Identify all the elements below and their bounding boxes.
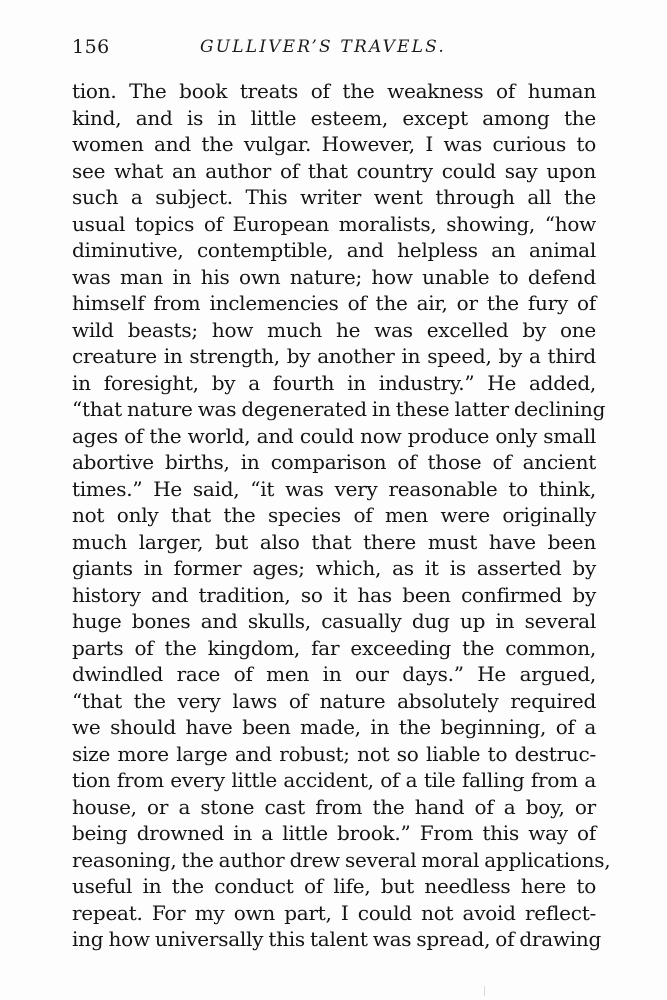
text-line: “that the very laws of nature absolutely required: [72, 688, 596, 713]
text-line: not only that the species of men were originally: [72, 503, 596, 527]
text-line: abortive births, in comparison of those of ancient: [72, 450, 596, 474]
text-line: in foresight, by a fourth in industry.” He added,: [72, 370, 596, 395]
text-line: size more large and robust; not so liable to destruc-: [72, 741, 596, 766]
text-line: such a subject. This writer went through all the: [72, 185, 596, 209]
text-line: huge bones and skulls, casually dug up in several: [72, 609, 596, 633]
text-line: was man in his own nature; how unable to defend: [72, 264, 596, 289]
running-title: GULLIVER’S TRAVELS.: [200, 37, 446, 57]
text-line: tion from every little accident, of a tile falling from a: [72, 768, 596, 792]
page-number: 156: [72, 36, 110, 58]
text-line: history and tradition, so it has been confirmed by: [72, 582, 596, 607]
text-line: ages of the world, and could now produce only small: [72, 423, 596, 448]
text-line: useful in the conduct of life, but needless here to: [72, 874, 596, 898]
text-line: giants in former ages; which, as it is asserted by: [72, 556, 596, 580]
page-header: [72, 36, 596, 62]
text-line: ing how universally this talent was spread, of drawing: [72, 927, 602, 951]
text-line: “that nature was degenerated in these latter declining: [72, 397, 606, 421]
text-line: creature in strength, by another in speed, by a third: [72, 344, 596, 368]
text-line: see what an author of that country could say upon: [72, 158, 596, 183]
text-line: times.” He said, “it was very reasonable to think,: [72, 476, 596, 501]
scan-mark: [484, 986, 485, 996]
text-line: wild beasts; how much he was excelled by one: [72, 317, 596, 342]
text-line: usual topics of European moralists, showing, “how: [72, 211, 596, 236]
text-line: being drowned in a little brook.” From this way of: [72, 821, 596, 845]
text-line: reasoning, the author drew several moral applications,: [72, 847, 611, 872]
body-text: [72, 78, 611, 953]
text-line: dwindled race of men in our days.” He argued,: [72, 662, 596, 686]
text-line: repeat. For my own part, I could not avoid reflect-: [72, 900, 596, 925]
text-line: kind, and is in little esteem, except among the: [72, 105, 596, 130]
text-line: himself from inclemencies of the air, or the fury of: [72, 291, 596, 315]
text-line: much larger, but also that there must have been: [72, 529, 596, 554]
text-line: parts of the kingdom, far exceeding the common,: [72, 635, 596, 660]
text-line: house, or a stone cast from the hand of a boy, or: [72, 794, 596, 819]
text-line: we should have been made, in the beginning, of a: [72, 715, 596, 739]
text-line: women and the vulgar. However, I was curious to: [72, 132, 596, 156]
text-line: diminutive, contemptible, and helpless an animal: [72, 238, 596, 262]
text-line: tion. The book treats of the weakness of human: [72, 79, 596, 103]
